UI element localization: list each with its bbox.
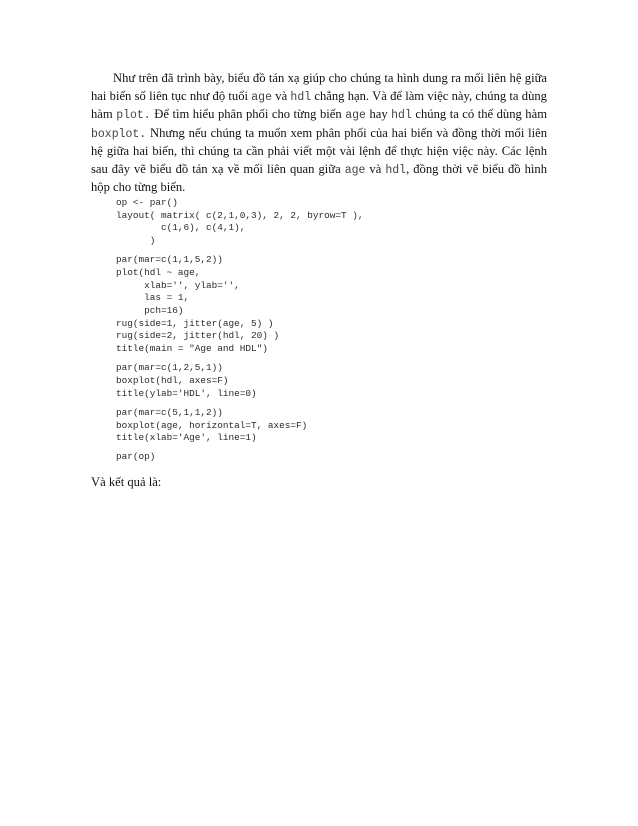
text-run: Như trên đã trình bày, biểu đồ tán xạ giúp cho chúng ta hình dung ra mối liên hệ giữa hai biến số liên tục như độ tuổi [91, 71, 547, 103]
text-run: Nhưng nếu chúng ta muốn xem phân phối của hai biến và đồng thời mối liên hệ giữa hai biến, thì chúng ta cần phải viết một vài lệnh để thực hiện việc này. Các lệnh sau đây vẽ biểu đồ tán xạ về mối liên quan giữa [91, 125, 547, 176]
code-line: par(mar=c(1,2,5,1)) [116, 362, 223, 374]
code-line: las = 1, [116, 292, 190, 304]
text-run: và [272, 88, 291, 103]
code-line: op <- par() [116, 197, 178, 208]
result-text: Và kết quả là: [91, 475, 162, 489]
inline-code-hdl: hdl [391, 109, 412, 122]
code-line: par(mar=c(5,1,1,2)) [116, 406, 223, 418]
text-run: hay [365, 107, 392, 121]
code-line: ) [116, 235, 156, 247]
inline-code-age: age [344, 163, 366, 177]
code-line: rug(side=1, jitter(age, 5) ) [116, 317, 274, 329]
text-run: chẳng hạn. Và để làm việc này, chúng ta dùng hàm [91, 88, 547, 121]
code-line: plot(hdl ~ age, [116, 266, 201, 278]
code-line: xlab='', ylab='', [116, 279, 240, 291]
body-paragraph [91, 70, 547, 197]
inline-code-plot: plot. [116, 109, 151, 122]
code-block [116, 197, 364, 464]
inline-code-boxplot: boxplot. [91, 127, 147, 141]
text-run: chúng ta có thể dùng hàm [411, 107, 547, 121]
code-line: pch=16) [116, 305, 184, 316]
inline-code-hdl: hdl [385, 163, 407, 177]
inline-code-age: age [345, 109, 366, 122]
text-run: và [365, 161, 386, 176]
text-run: Để tìm hiểu phân phối cho từng biến [150, 107, 346, 121]
code-line: rug(side=2, jitter(hdl, 20) ) [116, 330, 280, 342]
code-line: boxplot(age, horizontal=T, axes=F) [116, 419, 308, 431]
code-line: title(main = "Age and HDL") [116, 343, 268, 355]
code-line: par(op) [116, 451, 156, 463]
code-line: par(mar=c(1,1,5,2)) [116, 254, 223, 266]
code-line: title(xlab='Age', line=1) [116, 432, 257, 444]
code-line: layout( matrix( c(2,1,0,3), 2, 2, byrow=T ), [116, 209, 364, 221]
text-run: , đồng thời vẽ biểu đồ hình hộp cho từng biến. [91, 161, 548, 194]
code-line: title(ylab='HDL', line=0) [116, 387, 257, 399]
inline-code-age: age [251, 90, 272, 104]
code-line: boxplot(hdl, axes=F) [116, 374, 229, 386]
code-line: c(1,6), c(4,1), [116, 222, 246, 234]
inline-code-hdl: hdl [290, 90, 312, 104]
